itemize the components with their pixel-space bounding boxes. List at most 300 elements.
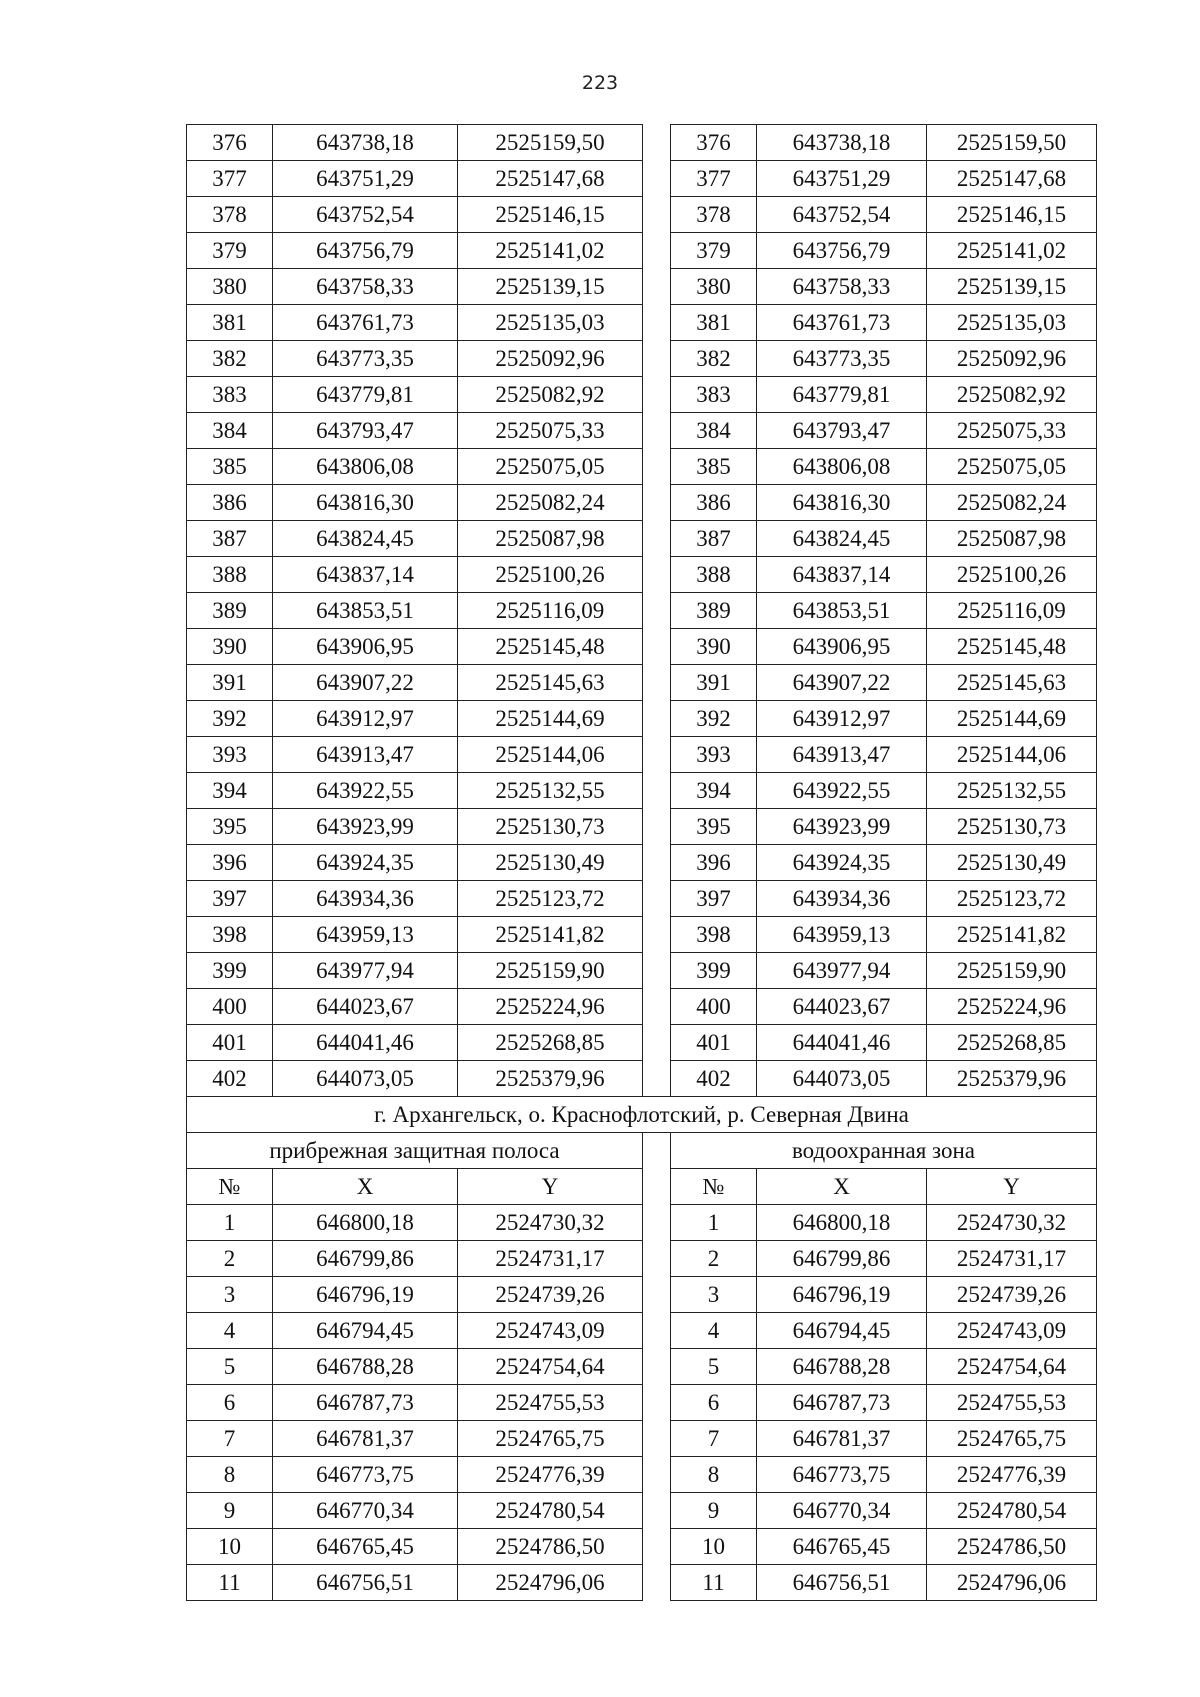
column-gap — [643, 917, 671, 953]
table-row — [187, 413, 1097, 449]
column-gap — [643, 665, 671, 701]
right-number-cell: 396 — [671, 845, 757, 881]
right-y-cell: 2524796,06 — [927, 1565, 1097, 1601]
right-number-cell: 393 — [671, 737, 757, 773]
right-x-cell: 646796,19 — [757, 1277, 927, 1313]
column-gap — [643, 1421, 671, 1457]
left-x-cell: 643761,73 — [273, 305, 458, 341]
column-gap — [643, 269, 671, 305]
table-row — [187, 989, 1097, 1025]
left-number-cell: 385 — [187, 449, 273, 485]
column-gap — [643, 593, 671, 629]
left-number-cell: 383 — [187, 377, 273, 413]
left-y-cell: 2524786,50 — [458, 1529, 643, 1565]
left-header-number: № — [187, 1169, 273, 1205]
right-x-cell: 643779,81 — [757, 377, 927, 413]
right-y-cell: 2525139,15 — [927, 269, 1097, 305]
right-y-cell: 2525224,96 — [927, 989, 1097, 1025]
left-y-cell: 2524754,64 — [458, 1349, 643, 1385]
table-row — [187, 557, 1097, 593]
right-y-cell: 2525141,82 — [927, 917, 1097, 953]
right-number-cell: 9 — [671, 1493, 757, 1529]
left-y-cell: 2525379,96 — [458, 1061, 643, 1097]
right-x-cell: 643853,51 — [757, 593, 927, 629]
left-x-cell: 646799,86 — [273, 1241, 458, 1277]
table-row — [187, 521, 1097, 557]
left-x-cell: 643816,30 — [273, 485, 458, 521]
left-number-cell: 393 — [187, 737, 273, 773]
right-number-cell: 11 — [671, 1565, 757, 1601]
column-gap — [643, 809, 671, 845]
column-gap — [643, 521, 671, 557]
column-gap — [643, 881, 671, 917]
left-y-cell: 2525130,73 — [458, 809, 643, 845]
right-x-cell: 644041,46 — [757, 1025, 927, 1061]
left-number-cell: 379 — [187, 233, 273, 269]
table-row — [187, 665, 1097, 701]
left-x-cell: 644041,46 — [273, 1025, 458, 1061]
left-y-cell: 2525082,92 — [458, 377, 643, 413]
right-y-cell: 2525379,96 — [927, 1061, 1097, 1097]
left-x-cell: 643758,33 — [273, 269, 458, 305]
table-row — [187, 1565, 1097, 1601]
left-number-cell: 377 — [187, 161, 273, 197]
right-number-cell: 381 — [671, 305, 757, 341]
right-x-cell: 643907,22 — [757, 665, 927, 701]
right-x-cell: 643816,30 — [757, 485, 927, 521]
page-number: 223 — [581, 72, 619, 94]
column-gap — [643, 341, 671, 377]
right-x-cell: 643934,36 — [757, 881, 927, 917]
left-x-cell: 643977,94 — [273, 953, 458, 989]
left-x-cell: 643907,22 — [273, 665, 458, 701]
right-number-cell: 382 — [671, 341, 757, 377]
right-y-cell: 2525144,06 — [927, 737, 1097, 773]
right-x-cell: 643906,95 — [757, 629, 927, 665]
left-number-cell: 400 — [187, 989, 273, 1025]
table-row — [187, 197, 1097, 233]
column-gap — [643, 1133, 671, 1169]
right-x-cell: 646788,28 — [757, 1349, 927, 1385]
left-x-cell: 644023,67 — [273, 989, 458, 1025]
left-y-cell: 2525144,06 — [458, 737, 643, 773]
right-number-cell: 389 — [671, 593, 757, 629]
right-number-cell: 7 — [671, 1421, 757, 1457]
left-number-cell: 398 — [187, 917, 273, 953]
left-y-cell: 2524796,06 — [458, 1565, 643, 1601]
left-x-cell: 643906,95 — [273, 629, 458, 665]
right-number-cell: 378 — [671, 197, 757, 233]
left-number-cell: 382 — [187, 341, 273, 377]
right-y-cell: 2525130,49 — [927, 845, 1097, 881]
right-number-cell: 398 — [671, 917, 757, 953]
column-gap — [643, 125, 671, 161]
table-row — [187, 1385, 1097, 1421]
left-y-cell: 2525144,69 — [458, 701, 643, 737]
left-x-cell: 643924,35 — [273, 845, 458, 881]
right-x-cell: 643738,18 — [757, 125, 927, 161]
left-number-cell: 7 — [187, 1421, 273, 1457]
right-header-y: Y — [927, 1169, 1097, 1205]
right-x-cell: 643758,33 — [757, 269, 927, 305]
left-number-cell: 401 — [187, 1025, 273, 1061]
left-number-cell: 394 — [187, 773, 273, 809]
left-header-x: X — [273, 1169, 458, 1205]
table-row — [187, 305, 1097, 341]
right-y-cell: 2525082,92 — [927, 377, 1097, 413]
right-x-cell: 643752,54 — [757, 197, 927, 233]
right-y-cell: 2525147,68 — [927, 161, 1097, 197]
right-x-cell: 646800,18 — [757, 1205, 927, 1241]
left-x-cell: 643793,47 — [273, 413, 458, 449]
right-x-cell: 646787,73 — [757, 1385, 927, 1421]
left-y-cell: 2525100,26 — [458, 557, 643, 593]
table-row — [187, 1241, 1097, 1277]
right-x-cell: 646794,45 — [757, 1313, 927, 1349]
right-x-cell: 643913,47 — [757, 737, 927, 773]
right-y-cell: 2524730,32 — [927, 1205, 1097, 1241]
left-number-cell: 3 — [187, 1277, 273, 1313]
coordinates-table — [186, 124, 1097, 1601]
left-y-cell: 2525141,82 — [458, 917, 643, 953]
right-number-cell: 391 — [671, 665, 757, 701]
right-x-cell: 646799,86 — [757, 1241, 927, 1277]
right-number-cell: 388 — [671, 557, 757, 593]
column-gap — [643, 1385, 671, 1421]
table-row — [187, 1529, 1097, 1565]
left-y-cell: 2525139,15 — [458, 269, 643, 305]
section-block — [187, 1097, 1097, 1205]
column-gap — [643, 989, 671, 1025]
left-number-cell: 396 — [187, 845, 273, 881]
column-gap — [643, 737, 671, 773]
column-gap — [643, 1025, 671, 1061]
left-y-cell: 2525145,48 — [458, 629, 643, 665]
right-number-cell: 394 — [671, 773, 757, 809]
left-number-cell: 11 — [187, 1565, 273, 1601]
column-gap — [643, 773, 671, 809]
left-number-cell: 387 — [187, 521, 273, 557]
left-number-cell: 381 — [187, 305, 273, 341]
left-y-cell: 2525159,50 — [458, 125, 643, 161]
right-y-cell: 2525100,26 — [927, 557, 1097, 593]
column-gap — [643, 233, 671, 269]
right-number-cell: 385 — [671, 449, 757, 485]
column-gap — [643, 557, 671, 593]
left-x-cell: 643773,35 — [273, 341, 458, 377]
right-header-x: X — [757, 1169, 927, 1205]
right-y-cell: 2524739,26 — [927, 1277, 1097, 1313]
right-y-cell: 2525159,50 — [927, 125, 1097, 161]
left-x-cell: 643959,13 — [273, 917, 458, 953]
table-row — [187, 737, 1097, 773]
right-number-cell: 386 — [671, 485, 757, 521]
column-gap — [643, 1061, 671, 1097]
right-x-cell: 646770,34 — [757, 1493, 927, 1529]
right-number-cell: 402 — [671, 1061, 757, 1097]
right-y-cell: 2525145,63 — [927, 665, 1097, 701]
table-row — [187, 1421, 1097, 1457]
column-gap — [643, 197, 671, 233]
left-number-cell: 384 — [187, 413, 273, 449]
table-row — [187, 377, 1097, 413]
left-x-cell: 646773,75 — [273, 1457, 458, 1493]
left-x-cell: 646765,45 — [273, 1529, 458, 1565]
column-gap — [643, 1241, 671, 1277]
right-number-cell: 379 — [671, 233, 757, 269]
column-gap — [643, 629, 671, 665]
table-row — [187, 341, 1097, 377]
column-gap — [643, 1457, 671, 1493]
right-y-cell: 2524731,17 — [927, 1241, 1097, 1277]
left-number-cell: 6 — [187, 1385, 273, 1421]
left-number-cell: 389 — [187, 593, 273, 629]
left-y-cell: 2524765,75 — [458, 1421, 643, 1457]
table-row — [187, 845, 1097, 881]
right-y-cell: 2524743,09 — [927, 1313, 1097, 1349]
left-x-cell: 643837,14 — [273, 557, 458, 593]
table-row — [187, 917, 1097, 953]
column-gap — [643, 1169, 671, 1205]
section-title: г. Архангельск, о. Краснофлотский, р. Северная Двина — [187, 1097, 1097, 1133]
right-y-cell: 2525268,85 — [927, 1025, 1097, 1061]
right-number-cell: 392 — [671, 701, 757, 737]
right-number-cell: 3 — [671, 1277, 757, 1313]
left-number-cell: 4 — [187, 1313, 273, 1349]
section-title-row — [187, 1097, 1097, 1133]
right-number-cell: 6 — [671, 1385, 757, 1421]
table-row — [187, 485, 1097, 521]
column-gap — [643, 305, 671, 341]
left-y-cell: 2525075,33 — [458, 413, 643, 449]
left-y-cell: 2525141,02 — [458, 233, 643, 269]
right-y-cell: 2525087,98 — [927, 521, 1097, 557]
left-number-cell: 399 — [187, 953, 273, 989]
table-row — [187, 1313, 1097, 1349]
left-number-cell: 390 — [187, 629, 273, 665]
left-y-cell: 2525123,72 — [458, 881, 643, 917]
right-x-cell: 643923,99 — [757, 809, 927, 845]
left-y-cell: 2525132,55 — [458, 773, 643, 809]
right-y-cell: 2524776,39 — [927, 1457, 1097, 1493]
left-heading: прибрежная защитная полоса — [187, 1133, 643, 1169]
column-gap — [643, 413, 671, 449]
left-number-cell: 5 — [187, 1349, 273, 1385]
left-number-cell: 402 — [187, 1061, 273, 1097]
table-row — [187, 881, 1097, 917]
right-number-cell: 376 — [671, 125, 757, 161]
column-gap — [643, 1565, 671, 1601]
column-gap — [643, 701, 671, 737]
left-number-cell: 386 — [187, 485, 273, 521]
table-row — [187, 269, 1097, 305]
left-number-cell: 380 — [187, 269, 273, 305]
right-number-cell: 10 — [671, 1529, 757, 1565]
left-x-cell: 643913,47 — [273, 737, 458, 773]
right-x-cell: 644073,05 — [757, 1061, 927, 1097]
left-x-cell: 646787,73 — [273, 1385, 458, 1421]
left-number-cell: 9 — [187, 1493, 273, 1529]
left-x-cell: 646800,18 — [273, 1205, 458, 1241]
left-y-cell: 2525116,09 — [458, 593, 643, 629]
left-y-cell: 2525092,96 — [458, 341, 643, 377]
left-number-cell: 10 — [187, 1529, 273, 1565]
left-number-cell: 376 — [187, 125, 273, 161]
right-x-cell: 646781,37 — [757, 1421, 927, 1457]
left-y-cell: 2524731,17 — [458, 1241, 643, 1277]
left-x-cell: 643806,08 — [273, 449, 458, 485]
right-y-cell: 2524780,54 — [927, 1493, 1097, 1529]
right-x-cell: 643751,29 — [757, 161, 927, 197]
right-number-cell: 2 — [671, 1241, 757, 1277]
left-number-cell: 378 — [187, 197, 273, 233]
column-gap — [643, 1277, 671, 1313]
column-header-row — [187, 1169, 1097, 1205]
left-x-cell: 643756,79 — [273, 233, 458, 269]
left-y-cell: 2525075,05 — [458, 449, 643, 485]
table-row — [187, 593, 1097, 629]
right-x-cell: 643922,55 — [757, 773, 927, 809]
left-x-cell: 643912,97 — [273, 701, 458, 737]
section-headings-row — [187, 1133, 1097, 1169]
right-x-cell: 643756,79 — [757, 233, 927, 269]
right-x-cell: 643806,08 — [757, 449, 927, 485]
right-y-cell: 2525159,90 — [927, 953, 1097, 989]
left-number-cell: 392 — [187, 701, 273, 737]
left-y-cell: 2524730,32 — [458, 1205, 643, 1241]
left-x-cell: 643751,29 — [273, 161, 458, 197]
left-x-cell: 646796,19 — [273, 1277, 458, 1313]
left-number-cell: 391 — [187, 665, 273, 701]
right-y-cell: 2525146,15 — [927, 197, 1097, 233]
left-number-cell: 1 — [187, 1205, 273, 1241]
right-header-number: № — [671, 1169, 757, 1205]
left-number-cell: 388 — [187, 557, 273, 593]
left-y-cell: 2525146,15 — [458, 197, 643, 233]
left-y-cell: 2524780,54 — [458, 1493, 643, 1529]
left-x-cell: 643752,54 — [273, 197, 458, 233]
table-row — [187, 629, 1097, 665]
right-x-cell: 646765,45 — [757, 1529, 927, 1565]
right-number-cell: 387 — [671, 521, 757, 557]
right-y-cell: 2525132,55 — [927, 773, 1097, 809]
table-row — [187, 449, 1097, 485]
right-y-cell: 2525082,24 — [927, 485, 1097, 521]
right-y-cell: 2525092,96 — [927, 341, 1097, 377]
right-y-cell: 2525144,69 — [927, 701, 1097, 737]
right-number-cell: 397 — [671, 881, 757, 917]
table-row — [187, 1277, 1097, 1313]
right-y-cell: 2525075,05 — [927, 449, 1097, 485]
right-y-cell: 2525135,03 — [927, 305, 1097, 341]
continued-rows — [187, 125, 1097, 1097]
table-row — [187, 1061, 1097, 1097]
table-row — [187, 1493, 1097, 1529]
column-gap — [643, 1349, 671, 1385]
table-row — [187, 809, 1097, 845]
left-y-cell: 2524755,53 — [458, 1385, 643, 1421]
right-x-cell: 643959,13 — [757, 917, 927, 953]
section-rows — [187, 1205, 1097, 1601]
column-gap — [643, 485, 671, 521]
left-y-cell: 2524776,39 — [458, 1457, 643, 1493]
right-number-cell: 8 — [671, 1457, 757, 1493]
right-number-cell: 390 — [671, 629, 757, 665]
right-y-cell: 2524755,53 — [927, 1385, 1097, 1421]
column-gap — [643, 953, 671, 989]
right-x-cell: 643837,14 — [757, 557, 927, 593]
left-y-cell: 2525147,68 — [458, 161, 643, 197]
right-number-cell: 380 — [671, 269, 757, 305]
right-x-cell: 643793,47 — [757, 413, 927, 449]
right-number-cell: 384 — [671, 413, 757, 449]
right-number-cell: 401 — [671, 1025, 757, 1061]
table-row — [187, 1349, 1097, 1385]
right-y-cell: 2524754,64 — [927, 1349, 1097, 1385]
table-row — [187, 161, 1097, 197]
left-y-cell: 2525087,98 — [458, 521, 643, 557]
right-y-cell: 2524786,50 — [927, 1529, 1097, 1565]
left-y-cell: 2525082,24 — [458, 485, 643, 521]
left-x-cell: 643923,99 — [273, 809, 458, 845]
right-number-cell: 400 — [671, 989, 757, 1025]
left-x-cell: 643922,55 — [273, 773, 458, 809]
column-gap — [643, 1493, 671, 1529]
right-number-cell: 1 — [671, 1205, 757, 1241]
right-heading: водоохранная зона — [671, 1133, 1097, 1169]
table-row — [187, 1025, 1097, 1061]
right-x-cell: 646756,51 — [757, 1565, 927, 1601]
right-x-cell: 643824,45 — [757, 521, 927, 557]
left-y-cell: 2525135,03 — [458, 305, 643, 341]
right-number-cell: 5 — [671, 1349, 757, 1385]
right-y-cell: 2525130,73 — [927, 809, 1097, 845]
right-number-cell: 377 — [671, 161, 757, 197]
right-y-cell: 2525075,33 — [927, 413, 1097, 449]
left-x-cell: 646770,34 — [273, 1493, 458, 1529]
left-y-cell: 2525159,90 — [458, 953, 643, 989]
column-gap — [643, 449, 671, 485]
left-x-cell: 644073,05 — [273, 1061, 458, 1097]
right-number-cell: 399 — [671, 953, 757, 989]
left-x-cell: 643779,81 — [273, 377, 458, 413]
left-y-cell: 2524743,09 — [458, 1313, 643, 1349]
left-number-cell: 8 — [187, 1457, 273, 1493]
table-row — [187, 953, 1097, 989]
left-x-cell: 646794,45 — [273, 1313, 458, 1349]
right-x-cell: 643761,73 — [757, 305, 927, 341]
right-y-cell: 2524765,75 — [927, 1421, 1097, 1457]
left-y-cell: 2524739,26 — [458, 1277, 643, 1313]
right-x-cell: 643924,35 — [757, 845, 927, 881]
left-x-cell: 643934,36 — [273, 881, 458, 917]
left-y-cell: 2525130,49 — [458, 845, 643, 881]
right-x-cell: 643912,97 — [757, 701, 927, 737]
right-number-cell: 383 — [671, 377, 757, 413]
left-x-cell: 646781,37 — [273, 1421, 458, 1457]
right-y-cell: 2525145,48 — [927, 629, 1097, 665]
right-x-cell: 643773,35 — [757, 341, 927, 377]
left-y-cell: 2525145,63 — [458, 665, 643, 701]
column-gap — [643, 377, 671, 413]
left-header-y: Y — [458, 1169, 643, 1205]
left-y-cell: 2525224,96 — [458, 989, 643, 1025]
left-number-cell: 395 — [187, 809, 273, 845]
table-row — [187, 233, 1097, 269]
left-x-cell: 643853,51 — [273, 593, 458, 629]
column-gap — [643, 1205, 671, 1241]
table-row — [187, 773, 1097, 809]
